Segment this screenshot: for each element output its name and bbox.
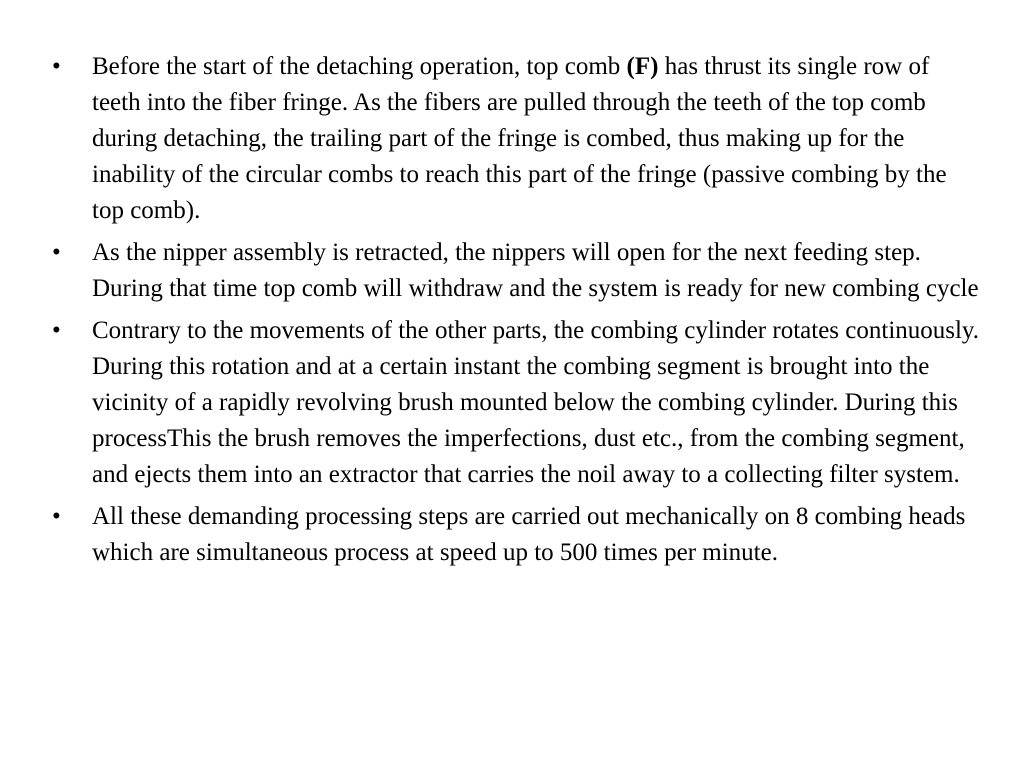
bullet-text-1-bold: (F) (626, 53, 659, 80)
bullet-text-2: As the nipper assembly is retracted, the nippers will open for the next feeding step. During that time top comb will withdraw and the system is ready for new combing cycle (92, 239, 979, 302)
bullet-icon: • (52, 503, 61, 530)
bullet-item-1 (52, 49, 982, 229)
bullet-text-1 (92, 53, 947, 224)
bullet-icon: • (52, 317, 61, 344)
bullet-icon: • (52, 53, 61, 80)
bullet-text-1-start: Before the start of the detaching operation, top comb (92, 53, 627, 80)
bullet-text-4: All these demanding processing steps are carried out mechanically on 8 combing heads which are simultaneous process at speed up to 500 times per minute. (92, 503, 966, 566)
bullet-icon: • (52, 239, 61, 266)
bullet-item-4 (52, 499, 982, 571)
bullet-text-3: Contrary to the movements of the other parts, the combing cylinder rotates continuously. During this rotation and at a certain instant the combing segment is brought into the vicinity of a rapidly revolving brush mounted below the combing cylinder. During this processThis the brush removes the imperfections, dust etc., from the combing segment, and ejects them into an extractor that carries the noil away to a collecting filter system. (92, 317, 980, 488)
bullet-item-3 (52, 313, 982, 493)
bullet-item-2 (52, 235, 982, 307)
bullet-text-1-end: has thrust its single row of teeth into the fiber fringe. As the fibers are pulled through the teeth of the top comb during detaching, the trailing part of the fringe is combed, thus making up for the inability of the circular combs to reach this part of the fringe (passive combing by the top comb). (92, 53, 947, 224)
bullet-list (52, 49, 982, 577)
